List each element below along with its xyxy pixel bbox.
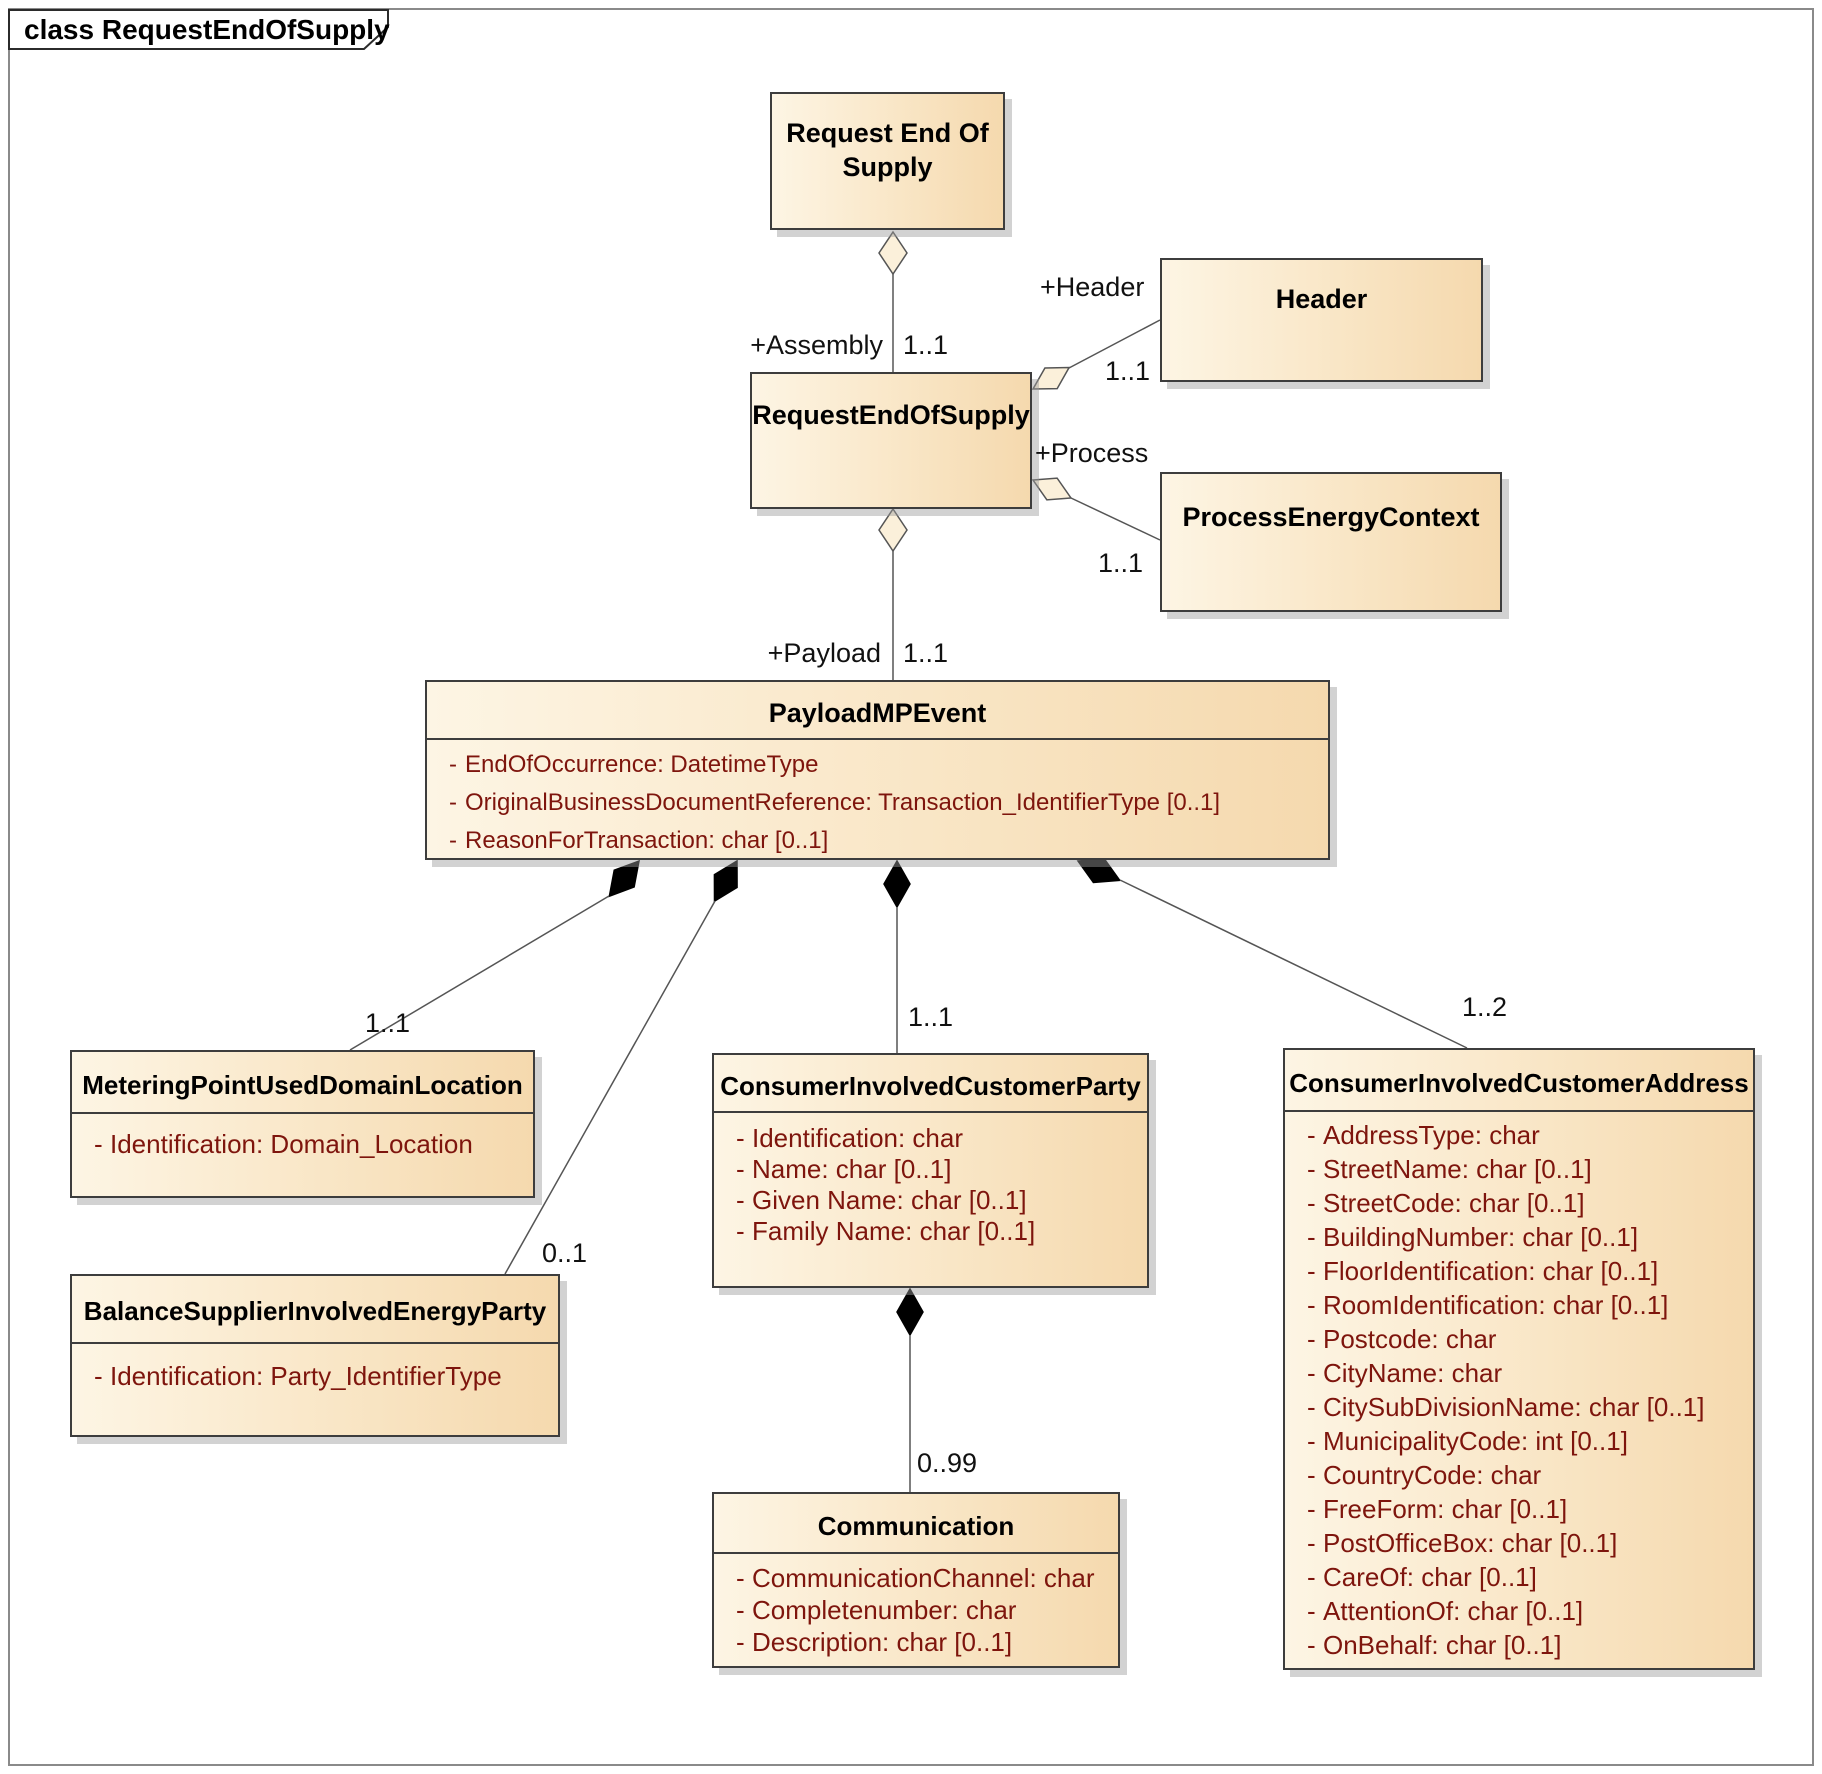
class-attribute: - MunicipalityCode: int [0..1] — [1307, 1426, 1628, 1456]
class-attribute: - FreeForm: char [0..1] — [1307, 1494, 1568, 1524]
class-attribute: - CountryCode: char — [1307, 1460, 1542, 1490]
class-metering-point-used-domain-location[interactable] — [70, 1050, 535, 1198]
class-attribute: - AddressType: char — [1307, 1120, 1540, 1150]
multiplicity-label-payload: 1..1 — [903, 638, 949, 668]
class-title: BalanceSupplierInvolvedEnergyParty — [72, 1276, 558, 1344]
class-attribute: - Identification: char — [736, 1123, 964, 1153]
class-attribute: - CareOf: char [0..1] — [1307, 1562, 1537, 1592]
class-attribute: - CityName: char — [1307, 1358, 1503, 1388]
multiplicity-label-address: 1..2 — [1462, 992, 1508, 1022]
class-attribute: - Identification: Party_IdentifierType — [94, 1361, 502, 1391]
class-attribute: - EndOfOccurrence: DatetimeType — [449, 751, 819, 778]
multiplicity-label-assembly: 1..1 — [903, 330, 949, 360]
class-title: Header — [1275, 284, 1368, 314]
role-label-payload: +Payload — [767, 638, 881, 668]
attribute-list — [714, 1113, 1147, 1286]
class-balance-supplier-involved-energy-party[interactable] — [70, 1274, 560, 1437]
connector-address — [1073, 849, 1467, 1048]
role-label-assembly: +Assembly — [750, 330, 883, 360]
role-label-header: +Header — [1040, 272, 1145, 302]
class-title: MeteringPointUsedDomainLocation — [72, 1052, 533, 1114]
class-process-energy-context[interactable] — [1160, 472, 1502, 612]
class-title: ProcessEnergyContext — [1182, 502, 1480, 532]
class-title: RequestEndOfSupply — [752, 400, 1030, 430]
class-attribute: - Identification: Domain_Location — [94, 1129, 473, 1159]
attribute-list — [714, 1554, 1118, 1666]
class-attribute: - Description: char [0..1] — [736, 1627, 1013, 1657]
class-attribute: - AttentionOf: char [0..1] — [1307, 1596, 1584, 1626]
attribute-list — [1285, 1112, 1753, 1668]
class-title: Communication — [714, 1494, 1118, 1554]
diagram-title: class RequestEndOfSupply — [24, 14, 390, 45]
class-title: PayloadMPEvent — [427, 682, 1328, 740]
class-attribute: - CommunicationChannel: char — [736, 1563, 1095, 1593]
multiplicity-label-party: 1..1 — [908, 1002, 954, 1032]
class-title: Request End Of Supply — [786, 118, 989, 182]
class-attribute: - RoomIdentification: char [0..1] — [1307, 1290, 1669, 1320]
class-attribute: - Given Name: char [0..1] — [736, 1185, 1027, 1215]
class-attribute: - Name: char [0..1] — [736, 1154, 952, 1184]
attribute-list — [72, 1114, 533, 1196]
class-attribute: - CitySubDivisionName: char [0..1] — [1307, 1392, 1705, 1422]
class-attribute: - Postcode: char — [1307, 1324, 1497, 1354]
role-label-process: +Process — [1035, 438, 1149, 468]
class-communication[interactable] — [712, 1492, 1120, 1668]
class-title: ConsumerInvolvedCustomerParty — [714, 1055, 1147, 1113]
class-header[interactable] — [1160, 258, 1483, 382]
multiplicity-label-metering: 1..1 — [365, 1008, 411, 1038]
class-attribute: - OriginalBusinessDocumentReference: Transaction_IdentifierType [0..1] — [449, 789, 1221, 816]
class-attribute: - ReasonForTransaction: char [0..1] — [449, 827, 829, 854]
class-consumer-involved-customer-party[interactable] — [712, 1053, 1149, 1288]
class-consumer-involved-customer-address[interactable] — [1283, 1048, 1755, 1670]
class-attribute: - OnBehalf: char [0..1] — [1307, 1630, 1562, 1660]
class-title: ConsumerInvolvedCustomerAddress — [1285, 1050, 1753, 1112]
class-attribute: - StreetName: char [0..1] — [1307, 1154, 1592, 1184]
attribute-list — [72, 1344, 558, 1435]
connector-process — [1028, 469, 1160, 540]
class-request-end-of-supply[interactable] — [750, 372, 1032, 509]
attribute-list — [427, 740, 1328, 858]
multiplicity-label-balance: 0..1 — [542, 1238, 588, 1268]
multiplicity-label-header: 1..1 — [1105, 356, 1151, 386]
class-payload-mp-event[interactable] — [425, 680, 1330, 860]
class-attribute: - PostOfficeBox: char [0..1] — [1307, 1528, 1618, 1558]
class-attribute: - Family Name: char [0..1] — [736, 1216, 1036, 1246]
multiplicity-label-process: 1..1 — [1098, 548, 1144, 578]
connector-party — [884, 861, 910, 1053]
class-attribute: - BuildingNumber: char [0..1] — [1307, 1222, 1639, 1252]
class-request-end-of-supply-top[interactable] — [770, 92, 1005, 230]
class-attribute: - Completenumber: char — [736, 1595, 1017, 1625]
class-attribute: - FloorIdentification: char [0..1] — [1307, 1256, 1659, 1286]
multiplicity-label-communication: 0..99 — [917, 1448, 978, 1478]
class-attribute: - StreetCode: char [0..1] — [1307, 1188, 1585, 1218]
